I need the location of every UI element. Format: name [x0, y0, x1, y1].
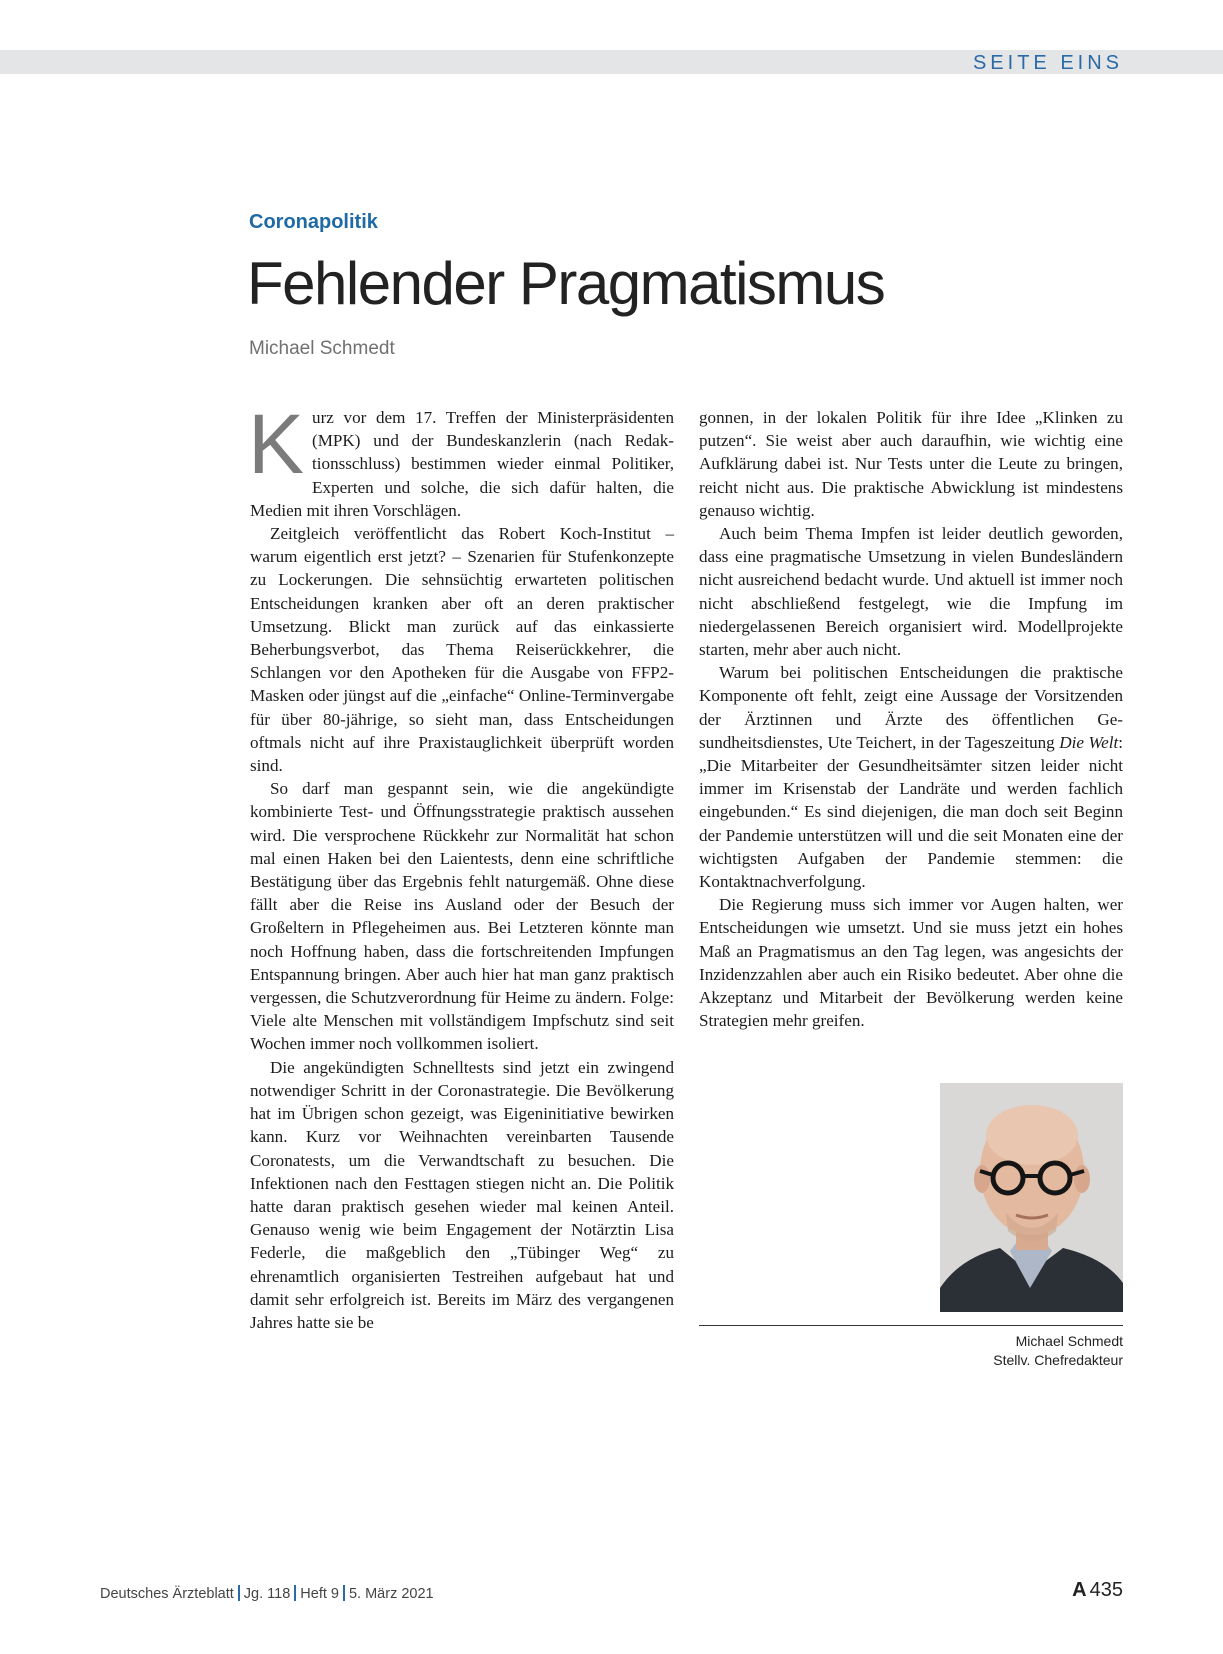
article-headline: Fehlender Pragmatismus	[247, 250, 885, 317]
drop-cap: K	[248, 397, 305, 491]
right-column	[699, 406, 1123, 1032]
page-number-value: 435	[1089, 1579, 1123, 1601]
separator	[343, 1585, 345, 1601]
left-column	[248, 397, 674, 1334]
paragraph: Die Regierung muss sich immer vor Augen halten, wer Entscheidungen wie umsetzt. Und sie muss jetzt ein hohes Maß an Pragmatismus an den Tag legen, was angesichts der Inzidenzzahlen aber auch ein Risiko bedeutet. Aber ohne die Akzeptanz und Mitarbeit der Bevölkerung werden keine Strategien mehr greifen.	[699, 895, 1123, 1031]
page-prefix: A	[1072, 1579, 1087, 1601]
paragraph: Die angekündigten Schnelltests sind jetzt ein zwingend notwendiger Schritt in der Coronastrategie. Die Bevölkerung hat im Übrigen schon gezeigt, was Eigeninitiative bewirken kann. Kurz vor Weihnachten vereinbarten Tausende Coronatests, um die Verwandtschaft zu besuchen. Die Infektionen nach den Festtagen stiegen nicht an. Die Politik hatte daran praktisch gesehen wieder mal keinen Anteil. Genauso wenig wie beim Engagement der Notärztin Lisa Federle, die maßgeblich den „Tübinger Weg“ zu ehrenamtlich organisierten Testreihen aufgebaut hat und damit sehr erfolgreich ist. Bereits im März des vergangenen Jahres hatte sie be	[250, 1057, 674, 1332]
paragraph-text: urz vor dem 17. Treffen der Ministerpräsidenten (MPK) und der Bundeskanzlerin (nach Redaktionsschluss) bestimmen wieder einmal Politiker, Experten und solche, die sich dafür halten, die Medien mit ihren Vorschlägen.	[250, 408, 674, 520]
issue-date: 5. März 2021	[348, 1586, 434, 1602]
caption-divider	[699, 1325, 1123, 1326]
caption-name: Michael Schmedt	[1015, 1333, 1123, 1349]
separator	[238, 1585, 240, 1601]
section-label: SEITE EINS	[972, 52, 1123, 74]
article-author: Michael Schmedt	[249, 338, 395, 359]
paragraph: Zeitgleich veröffentlicht das Robert Koch-Institut – warum eigentlich erst jetzt? – Szenarien für Stufenkonzepte zu Lockerungen. Die sehnsüchtig erwarteten politischen Entscheidungen kranken aber oft an deren praktischer Umsetzung. Blickt man zurück auf das einkassierte Beherbungsverbot, das Thema Reiserückkehrer, die Schlangen vor den Apotheken für die Ausgabe von FFP2-Masken oder jüngst auf die „einfache“ Online-Terminvergabe für über 80-jährige, so sieht man, dass Entscheidungen oftmals nicht auf ihre Praxistauglichkeit überprüft worden sind.	[250, 524, 674, 776]
separator	[294, 1585, 296, 1601]
newspaper-name: Die Welt	[1059, 732, 1119, 752]
paragraph-text: : „Die Mitarbeiter der Gesundheitsämter sitzen leider nicht immer im Krisenstab der Landräte und werden fachlich eingebunden.“ Es sind diejenigen, die man doch seit Beginn der Pandemie unterstützen will und die seit Monaten eine der wichtigsten Aufgaben der Pandemie stemmen: die Kontaktnachverfolgung.	[699, 732, 1124, 892]
paragraph: gonnen, in der lokalen Politik für ihre Idee „Klinken zu putzen“. Sie weist aber auch daraufhin, wie wichtig eine Aufklärung dabei ist. Nur Tests unter die Leute zu bringen, reicht nicht aus. Die praktische Abwicklung ist mindestens genauso wichtig.	[699, 408, 1123, 520]
article-kicker: Coronapolitik	[249, 211, 378, 233]
issue: Heft 9	[300, 1586, 339, 1602]
paragraph: So darf man gespannt sein, wie die angekündigte kombinierte Test- und Öffnungsstrategie praktisch aussehen wird. Die versprochene Rückkehr zur Normalität hat schon mal einen Haken bei den Laientests, denn eine schriftliche Bestätigung über das Ergebnis fehlt naturgemäß. Ohne diese fällt aber die Reise ins Ausland oder der Besuch der Großeltern in Pflegeheimen aus. Bei Letzteren könnte man noch Hoffnung haben, dass die fortschreitenden Impfungen Entspannung bringen. Aber auch hier hat man ganz praktisch vergessen, die Schutzverordnung für Heime zu ändern. Folge: Viele alte Menschen mit vollständigem Impfschutz sind seit Wochen immer noch vollkommen isoliert.	[250, 779, 674, 1054]
volume: Jg. 118	[243, 1586, 291, 1602]
paragraph	[699, 661, 1123, 893]
caption-role: Stellv. Chefredakteur	[993, 1352, 1123, 1368]
paragraph	[248, 397, 674, 522]
portrait-caption	[993, 1332, 1123, 1370]
author-portrait	[940, 1083, 1123, 1312]
paragraph: Auch beim Thema Impfen ist leider deutlich geworden, dass eine pragmatische Umsetzung in vielen Bundesländern nicht ausreichend bedacht wurde. Und aktuell ist immer noch nicht abschließend festgelegt, wie die Impfung im niedergelassenen Bereich organisiert wird. Modellprojekte starten, mehr aber auch nicht.	[699, 524, 1123, 660]
footer-citation	[100, 1585, 434, 1602]
paragraph-text: Warum bei politischen Entscheidungen die praktische Komponente oft fehlt, zeigt eine Aussage der Vorsitzenden der Ärztinnen und Ärzte des öffentlichen Gesundheitsdienstes, Ute Teichert, in der Tageszeitung	[699, 663, 1123, 752]
publication-name: Deutsches Ärzteblatt	[100, 1586, 234, 1602]
page-number	[1072, 1579, 1123, 1602]
